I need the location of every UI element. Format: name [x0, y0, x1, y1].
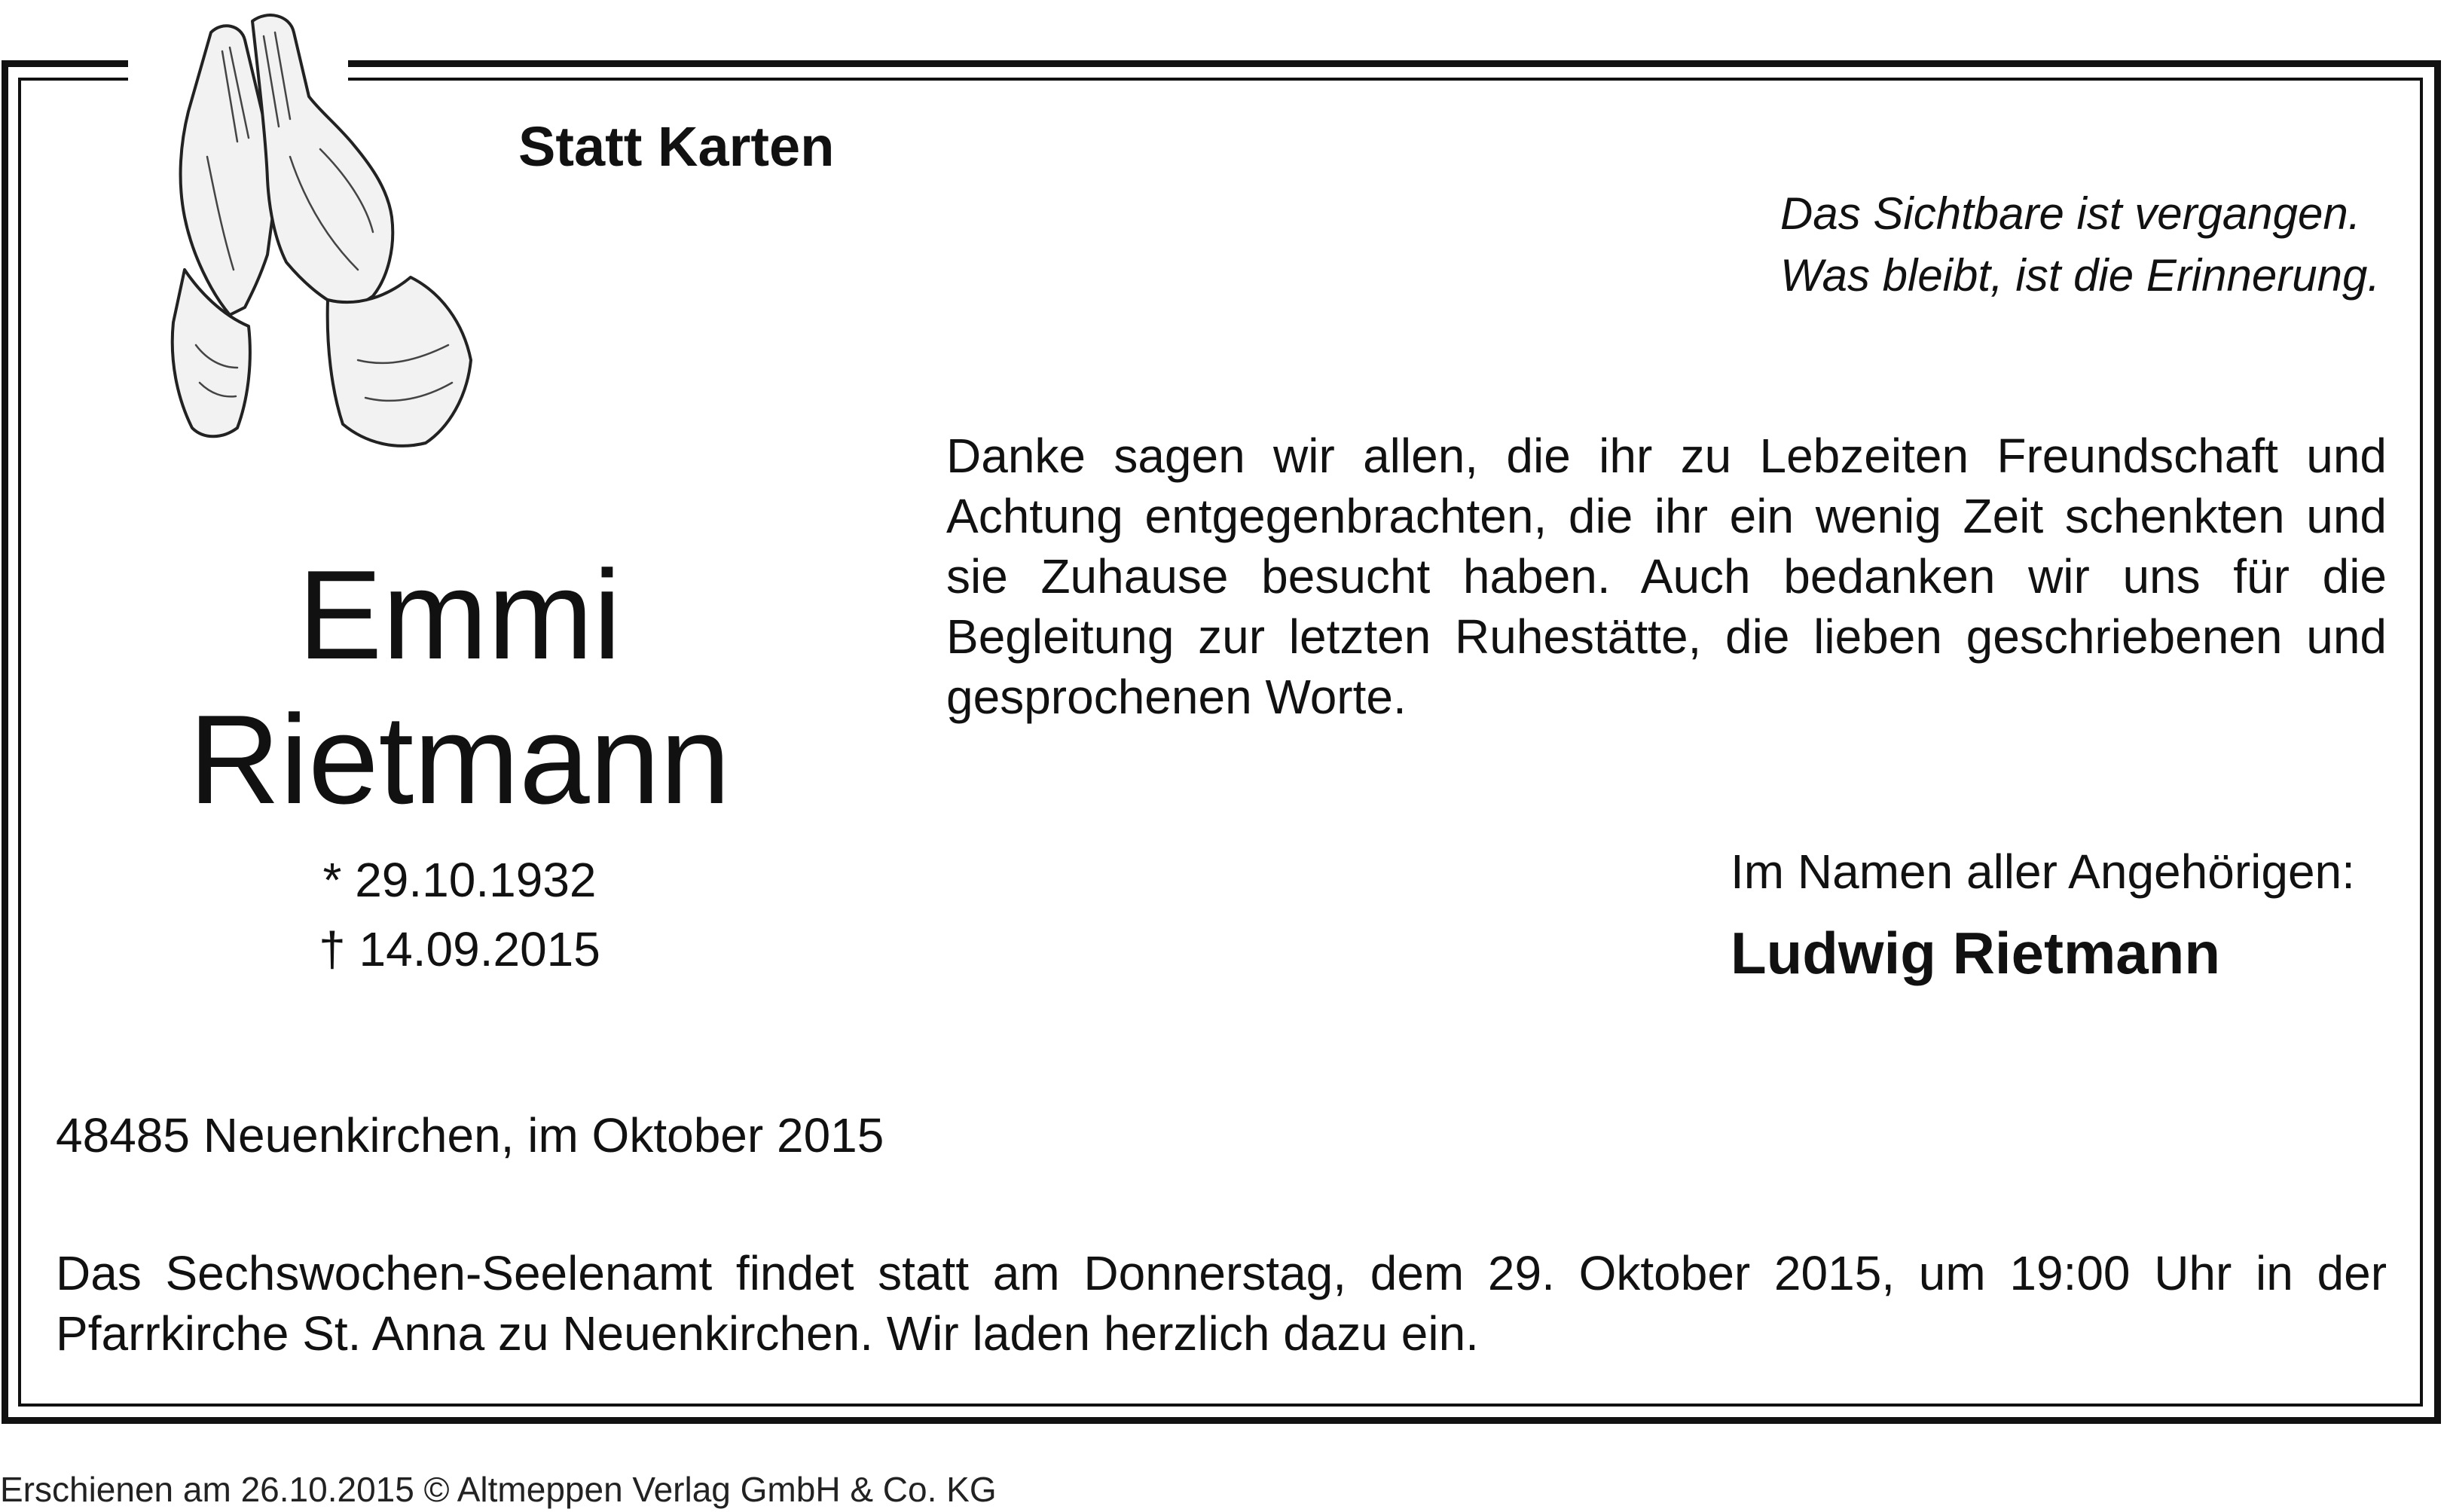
praying-hands-icon — [139, 6, 509, 458]
deceased-last-name: Rietmann — [188, 689, 731, 830]
birth-date: * 29.10.1932 — [322, 853, 597, 907]
motto-quote — [1780, 183, 2380, 307]
deceased-first-name: Emmi — [298, 544, 622, 686]
publication-footer: Erschienen am 26.10.2015 © Altmeppen Verlag GmbH & Co. KG — [0, 1470, 997, 1509]
life-dates — [113, 845, 806, 984]
thanks-paragraph: Danke sagen wir allen, die ihr zu Lebzeiten Freundschaft und Achtung entgegenbrachten, die ihr ein wenig Zeit schenkten und sie Zuhause besucht haben. Auch bedanken wir uns für die Begleitung zur letzten Ruhestätte, die lieben geschriebenen und gesprochenen Worte. — [946, 429, 2387, 724]
place-date: 48485 Neuenkirchen, im Oktober 2015 — [56, 1108, 884, 1162]
death-date: † 14.09.2015 — [319, 922, 600, 976]
signer-name: Ludwig Rietmann — [1731, 920, 2220, 986]
statt-karten-heading: Statt Karten — [518, 115, 835, 178]
deceased-block — [113, 542, 806, 984]
motto-line-2: Was bleibt, ist die Erinnerung. — [1780, 250, 2380, 301]
motto-line-1: Das Sichtbare ist vergangen. — [1780, 188, 2361, 239]
mass-notice: Das Sechswochen-Seelenamt findet statt am Donnerstag, dem 29. Oktober 2015, um 19:00 Uhr in der Pfarrkirche St. Anna zu Neuenkirchen. Wir laden herzlich dazu ein. — [56, 1246, 2387, 1361]
signoff-intro: Im Namen aller Angehörigen: — [1731, 845, 2355, 899]
